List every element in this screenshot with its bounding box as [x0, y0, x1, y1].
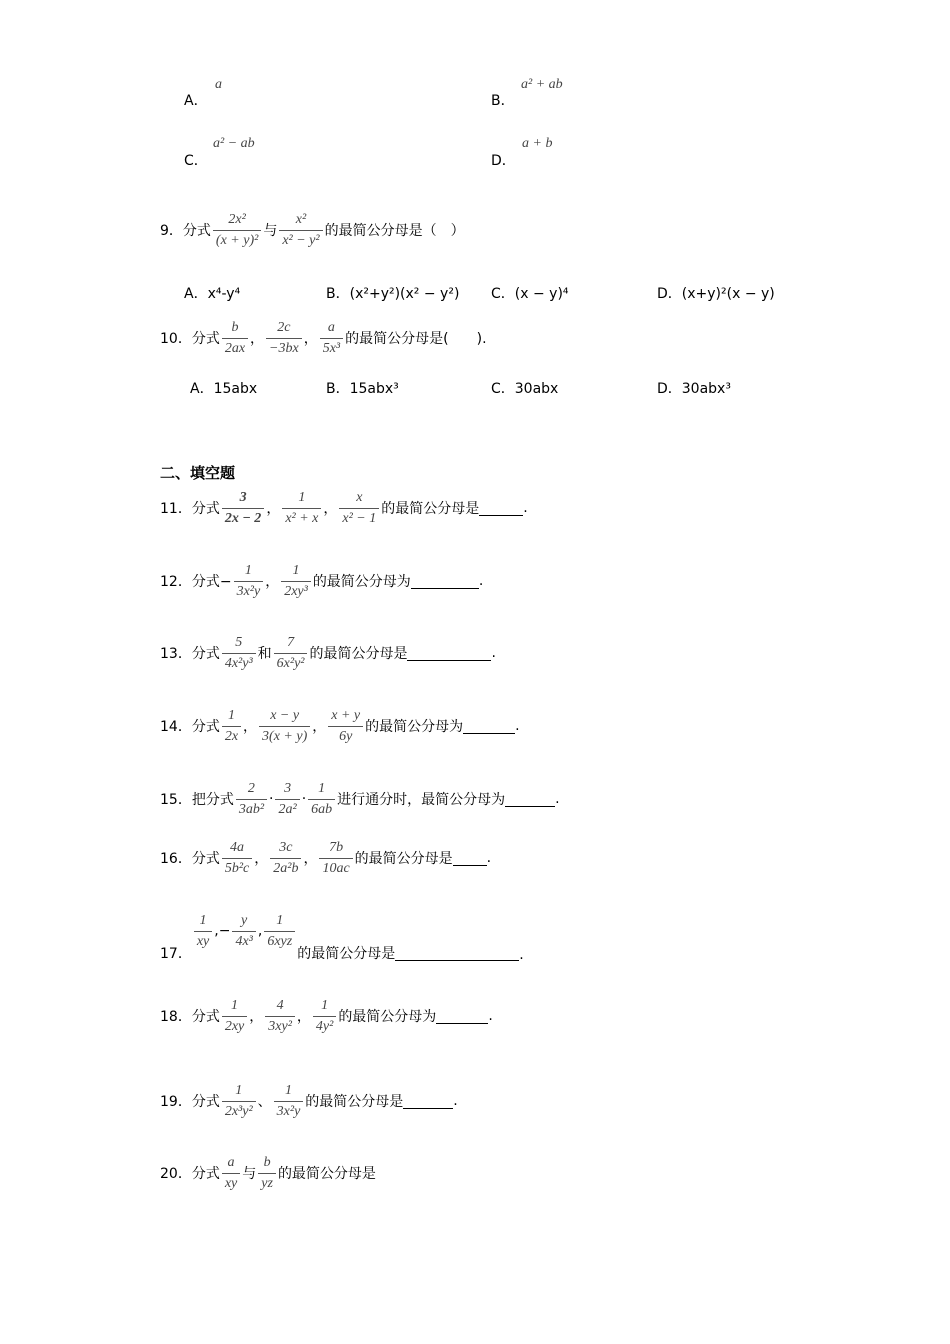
q19-number: 19．	[160, 1094, 192, 1110]
q20-mid: 与	[242, 1166, 257, 1182]
q14-f3-numerator: x + y	[328, 706, 363, 727]
q17-f2-denominator: 4x³	[235, 933, 253, 949]
q18-number: 18．	[160, 1009, 192, 1025]
q17-f2-numerator: y	[232, 911, 255, 932]
q16-f3-numerator: 7b	[319, 838, 352, 859]
q11-comma-2: ，	[323, 501, 338, 517]
q17-sep-1: ,−	[214, 923, 231, 939]
q18-f1-denominator: 2xy	[224, 1018, 245, 1034]
q9-option-a: A．x⁴-y⁴	[184, 286, 241, 302]
q15-f2-denominator: 2a²	[278, 801, 297, 817]
q9-option-b: B．(x²+y²)(x² − y²)	[326, 286, 460, 302]
q10-option-a: A．15abx	[190, 381, 258, 397]
q10-option-c: C．30abx	[491, 381, 559, 397]
q15-f2-numerator: 3	[275, 779, 299, 800]
question-10	[160, 314, 487, 362]
q18-prefix: 分式	[191, 1009, 220, 1025]
q16-fraction-3	[319, 838, 352, 879]
q18-f3-denominator: 4y²	[315, 1018, 334, 1034]
q11-f1-numerator: 3	[222, 488, 264, 509]
q13-fraction-1	[222, 633, 256, 674]
q16-f2-denominator: 2a²b	[273, 860, 299, 876]
q14-fraction-1	[222, 706, 241, 747]
q12-prefix: 分式−	[191, 574, 232, 590]
q10-f1-denominator: 2ax	[224, 340, 246, 356]
q16-f1-numerator: 4a	[222, 838, 252, 859]
question-9	[160, 192, 465, 268]
q12-fraction-2	[281, 561, 311, 602]
q17-answer-blank[interactable]	[395, 945, 519, 961]
q13-fraction-2	[274, 633, 308, 674]
q12-f1-numerator: 1	[234, 561, 264, 582]
q16-f3-denominator: 10ac	[322, 860, 350, 876]
q11-answer-blank[interactable]	[479, 500, 523, 516]
question-19	[160, 1062, 458, 1140]
q10-suffix: 的最简公分母是( ).	[345, 331, 487, 347]
q15-f1-denominator: 3ab²	[238, 801, 265, 817]
q14-fraction-3	[328, 706, 363, 747]
q16-prefix: 分式	[191, 851, 220, 867]
question-17	[160, 893, 524, 969]
q18-comma-2: ，	[296, 1009, 311, 1025]
q18-fraction-3	[313, 996, 336, 1037]
q8-option-c-expr: a² − ab	[213, 136, 255, 151]
q19-f2-numerator: 1	[274, 1081, 304, 1102]
q13-f2-numerator: 7	[274, 633, 308, 654]
question-18	[160, 978, 493, 1054]
q18-f2-numerator: 4	[265, 996, 295, 1017]
q10-comma-2: ，	[303, 331, 318, 347]
q17-end: .	[519, 947, 524, 963]
q13-answer-blank[interactable]	[407, 645, 491, 661]
q20-f2-numerator: b	[258, 1153, 276, 1174]
q19-prefix: 分式	[191, 1094, 220, 1110]
q9-f2-denominator: x² − y²	[282, 232, 320, 248]
q17-sep-2: ,	[257, 923, 263, 939]
question-11	[160, 484, 528, 532]
q18-f2-denominator: 3xy²	[268, 1018, 292, 1034]
q15-fraction-1	[236, 779, 267, 820]
q14-f3-denominator: 6y	[339, 728, 353, 744]
question-15	[160, 774, 560, 824]
q16-f2-numerator: 3c	[270, 838, 301, 859]
q14-f1-denominator: 2x	[224, 728, 239, 744]
q19-fraction-2	[274, 1081, 304, 1122]
section-title: 二、填空题	[160, 464, 236, 482]
q14-answer-blank[interactable]	[463, 718, 515, 734]
q10-fraction-3	[320, 318, 343, 359]
q20-prefix: 分式	[191, 1166, 220, 1182]
q15-answer-blank[interactable]	[505, 791, 555, 807]
q11-suffix: 的最简公分母是	[381, 501, 480, 517]
q8-option-a-expr: a	[215, 77, 222, 92]
q19-end: .	[453, 1093, 458, 1109]
q16-fraction-2	[270, 838, 301, 879]
q9-f2-numerator: x²	[279, 210, 322, 231]
q16-suffix: 的最简公分母是	[354, 851, 453, 867]
question-12	[160, 542, 483, 620]
q9-option-c: C．(x − y)⁴	[491, 286, 569, 302]
q12-end: .	[478, 573, 484, 589]
q11-prefix: 分式	[191, 501, 220, 517]
q15-suffix: 进行通分时，最简公分母为	[337, 792, 506, 808]
q18-fraction-2	[265, 996, 295, 1037]
q13-f1-numerator: 5	[222, 633, 256, 654]
q10-fraction-2	[266, 318, 302, 359]
q14-comma-1: ，	[243, 719, 258, 735]
q10-f3-numerator: a	[320, 318, 343, 339]
q12-answer-blank[interactable]	[411, 573, 479, 589]
q10-option-b: B．15abx³	[326, 381, 399, 397]
q18-f1-numerator: 1	[222, 996, 247, 1017]
q14-f2-denominator: 3(x + y)	[262, 728, 308, 744]
q18-comma-1: ，	[249, 1009, 264, 1025]
q9-fraction-1	[213, 210, 261, 251]
q15-f3-denominator: 6ab	[311, 801, 333, 817]
q11-end: .	[523, 500, 528, 516]
q8-option-a-label: A．	[184, 93, 208, 109]
q14-comma-2: ，	[312, 719, 327, 735]
q17-f1-numerator: 1	[194, 911, 212, 932]
q17-number: 17．	[160, 946, 192, 962]
q12-f2-numerator: 1	[281, 561, 311, 582]
q8-option-d-expr: a + b	[522, 136, 553, 151]
question-14	[160, 688, 520, 764]
q11-f2-denominator: x² + x	[285, 510, 319, 526]
q13-number: 13．	[160, 646, 192, 662]
q13-prefix: 分式	[191, 646, 220, 662]
q14-number: 14．	[160, 719, 192, 735]
q19-fraction-1	[222, 1081, 256, 1122]
q9-suffix: 的最简公分母是（ ）	[324, 223, 465, 239]
q20-f2-denominator: yz	[261, 1175, 273, 1191]
q8-option-b-label: B．	[491, 93, 515, 109]
q11-comma-1: ，	[266, 501, 281, 517]
q12-fraction-1	[234, 561, 264, 602]
q13-end: .	[491, 645, 496, 661]
q17-fraction-1	[194, 911, 212, 952]
q8-option-d-label: D．	[491, 153, 516, 169]
q14-fraction-2	[259, 706, 310, 747]
q12-comma-1: ，	[265, 574, 280, 590]
question-13	[160, 628, 496, 678]
q20-suffix: 的最简公分母是	[277, 1166, 376, 1182]
q14-suffix: 的最简公分母为	[365, 719, 464, 735]
q18-suffix: 的最简公分母为	[338, 1009, 437, 1025]
q18-fraction-1	[222, 996, 247, 1037]
q19-suffix: 的最简公分母是	[305, 1094, 404, 1110]
q15-prefix: 把分式	[191, 792, 234, 808]
q10-comma-1: ，	[250, 331, 265, 347]
q14-end: .	[515, 718, 520, 734]
q12-f2-denominator: 2xy³	[284, 583, 308, 599]
q10-prefix: 分式	[191, 331, 220, 347]
q18-end: .	[488, 1008, 493, 1024]
q16-comma-2: ，	[303, 851, 318, 867]
q17-f3-denominator: 6xyz	[267, 933, 293, 949]
q17-f1-denominator: xy	[196, 933, 210, 949]
q9-number: 9．	[160, 223, 183, 239]
question-20	[160, 1148, 376, 1198]
q15-number: 15．	[160, 792, 192, 808]
q19-answer-blank[interactable]	[403, 1093, 453, 1109]
q10-fraction-1	[222, 318, 248, 359]
q19-f1-denominator: 2x³y²	[224, 1103, 253, 1119]
q9-f1-denominator: (x + y)²	[215, 232, 259, 248]
q18-f3-numerator: 1	[313, 996, 336, 1017]
q20-f1-numerator: a	[222, 1153, 240, 1174]
q15-dot-2: ·	[301, 791, 307, 807]
q11-fraction-3	[339, 488, 379, 529]
q10-f2-numerator: 2c	[266, 318, 302, 339]
q11-f3-denominator: x² − 1	[342, 510, 377, 526]
q14-f1-numerator: 1	[222, 706, 241, 727]
q8-option-c-label: C．	[184, 153, 208, 169]
q16-number: 16．	[160, 851, 192, 867]
q13-suffix: 的最简公分母是	[309, 646, 408, 662]
q9-mid: 与	[263, 223, 278, 239]
q9-prefix: 分式	[182, 223, 211, 239]
q20-number: 20．	[160, 1166, 192, 1182]
q20-f1-denominator: xy	[224, 1175, 238, 1191]
q16-fraction-1	[222, 838, 252, 879]
q10-f2-denominator: −3bx	[269, 340, 299, 356]
q11-f3-numerator: x	[339, 488, 379, 509]
q17-f3-numerator: 1	[264, 911, 295, 932]
q13-mid: 和	[257, 646, 272, 662]
q14-prefix: 分式	[191, 719, 220, 735]
q11-number: 11．	[160, 501, 192, 517]
q13-f1-denominator: 4x²y³	[224, 655, 253, 671]
q10-option-d: D．30abx³	[657, 381, 731, 397]
q19-mid: 、	[257, 1094, 272, 1110]
q10-number: 10．	[160, 331, 192, 347]
q19-f1-numerator: 1	[222, 1081, 256, 1102]
q11-f2-numerator: 1	[282, 488, 321, 509]
q20-fraction-1	[222, 1153, 240, 1194]
q19-f2-denominator: 3x²y	[276, 1103, 301, 1119]
q10-f3-denominator: 5x³	[322, 340, 341, 356]
q16-answer-blank[interactable]	[453, 850, 487, 866]
q12-number: 12．	[160, 574, 192, 590]
q14-f2-numerator: x − y	[259, 706, 310, 727]
q17-fraction-2	[232, 911, 255, 952]
q12-f1-denominator: 3x²y	[236, 583, 261, 599]
q18-answer-blank[interactable]	[436, 1008, 488, 1024]
q15-dot-1: ·	[269, 791, 274, 807]
q15-fraction-2	[275, 779, 299, 820]
q15-fraction-3	[308, 779, 335, 820]
q9-f1-numerator: 2x²	[213, 210, 261, 231]
q8-option-b-expr: a² + ab	[521, 77, 563, 92]
q15-f1-numerator: 2	[236, 779, 267, 800]
q15-end: .	[555, 791, 560, 807]
q17-suffix: 的最简公分母是	[297, 946, 396, 962]
q12-suffix: 的最简公分母为	[312, 574, 411, 590]
q17-fraction-3	[264, 911, 295, 952]
question-16	[160, 833, 491, 883]
q10-f1-numerator: b	[222, 318, 248, 339]
q20-fraction-2	[258, 1153, 276, 1194]
q11-fraction-1	[222, 488, 264, 529]
q11-f1-denominator: 2x − 2	[224, 510, 262, 526]
q16-end: .	[486, 850, 492, 866]
q9-option-d: D．(x+y)²(x − y)	[657, 286, 775, 302]
q11-fraction-2	[282, 488, 321, 529]
q15-f3-numerator: 1	[308, 779, 335, 800]
q9-fraction-2	[279, 210, 322, 251]
q16-comma-1: ，	[254, 851, 269, 867]
q16-f1-denominator: 5b²c	[224, 860, 250, 876]
q13-f2-denominator: 6x²y²	[276, 655, 305, 671]
